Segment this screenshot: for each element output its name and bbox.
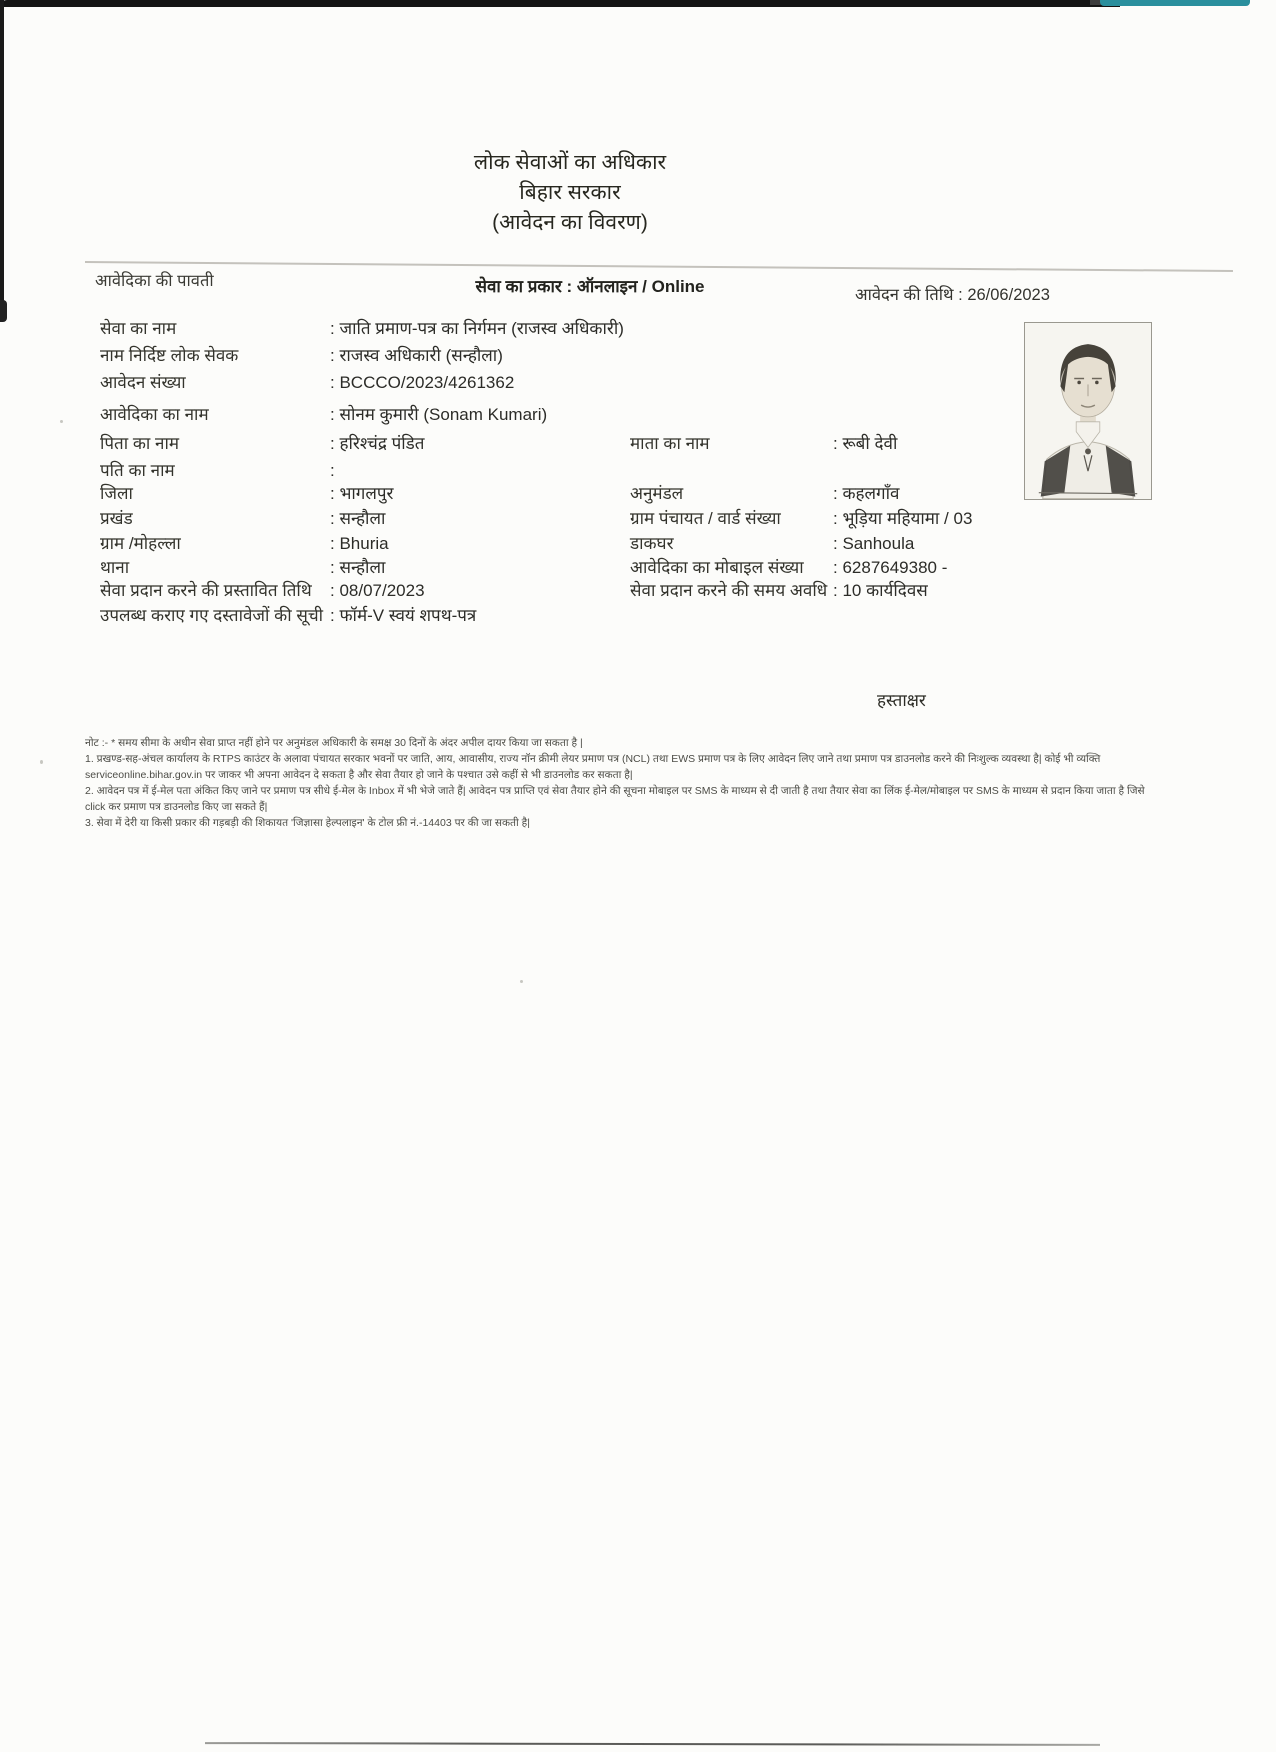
applicant-photo [1024, 322, 1152, 500]
footnotes-block [85, 735, 1197, 831]
header-doc-type: (आवेदन का विवरण) [492, 211, 648, 234]
field-value: : रूबी देवी [833, 433, 897, 455]
field-label: सेवा का नाम [100, 319, 177, 338]
field-label: पिता का नाम [100, 434, 180, 453]
field-value: : सोनम कुमारी (Sonam Kumari) [330, 404, 547, 426]
field-label: आवेदिका का नाम [100, 405, 209, 424]
field-value: : राजस्व अधिकारी (सन्हौला) [330, 345, 503, 367]
header-subtitle: बिहार सरकार [519, 181, 621, 204]
field-label: अनुमंडल [630, 484, 684, 503]
field-label: माता का नाम [630, 434, 710, 453]
applicant-photo-sketch [1025, 323, 1151, 499]
field-value: : 6287649380 - [833, 557, 947, 579]
field-value: : भूड़िया महियामा / 03 [833, 508, 972, 530]
field-label: आवेदन संख्या [100, 373, 186, 392]
field-value: : Bhuria [330, 533, 389, 555]
field-value: : BCCCO/2023/4261362 [330, 372, 514, 394]
field-label: सेवा प्रदान करने की समय अवधि [630, 581, 828, 600]
scan-artifact-left-edge [0, 0, 4, 310]
footnote-line: 3. सेवा में देरी या किसी प्रकार की गड़बड़ी की शिकायत 'जिज्ञासा हेल्पलाइन' के टोल फ्री नं.-14403 पर की जा सकती है| [85, 817, 530, 829]
field-value: : हरिश्चंद्र पंडित [330, 433, 424, 455]
scan-speck [520, 980, 523, 983]
scan-speck [60, 420, 63, 423]
scan-speck [40, 760, 43, 764]
field-value: : Sanhoula [833, 533, 914, 555]
field-value: : कहलगाँव [833, 483, 900, 505]
field-value: : 08/07/2023 [330, 580, 425, 602]
field-label: डाकघर [630, 534, 674, 553]
footnote-line: click कर प्रमाण पत्र डाउनलोड किए जा सकते हैं| [85, 801, 268, 813]
header-divider [85, 261, 1233, 272]
field-value: : सन्हौला [330, 557, 385, 579]
footnote-line: 2. आवेदन पत्र में ई-मेल पता अंकित किए जाने पर प्रमाण पत्र सीधे ई-मेल के Inbox में भी भेजे जाते हैं| आवेदन पत्र प्राप्ति एवं सेवा तैयार होने की सूचना मोबाइल पर SMS के माध्यम से दी जाती है तथा तैयार सेवा का लिंक ई-मेल/मोबाइल पर SMS के माध्यम से प्रदान किया जाता है जिसे [85, 785, 1145, 797]
scan-artifact-bottom-line [205, 1742, 1100, 1746]
field-label: पति का नाम [100, 461, 175, 480]
application-date-label: आवेदन की तिथि : 26/06/2023 [855, 286, 1050, 304]
field-value: : जाति प्रमाण-पत्र का निर्गमन (राजस्व अधिकारी) [330, 318, 624, 340]
field-label: आवेदिका का मोबाइल संख्या [630, 558, 804, 577]
footnote-line: 1. प्रखण्ड-सह-अंचल कार्यालय के RTPS काउंटर के अलावा पंचायत सरकार भवनों पर जाति, आय, आवासीय, राज्य नॉन क्रीमी लेयर प्रमाण पत्र (NCL) तथा EWS प्रमाण पत्र के लिए आवेदन लिए जाने तथा प्रमाण पत्र डाउनलोड करने की निःशुल्क व्यवस्था है| कोई भी व्यक्ति [85, 753, 1101, 765]
footnote-line: serviceonline.bihar.gov.in पर जाकर भी अपना आवेदन दे सकता है और सेवा तैयार हो जाने के पश्चात उसे कहीं से भी डाउनलोड कर सकता है| [85, 769, 633, 781]
field-value [330, 460, 335, 482]
field-value: : सन्हौला [330, 508, 385, 530]
applicant-receipt-label: आवेदिका की पावती [95, 272, 214, 290]
field-label: जिला [100, 484, 133, 503]
field-value: : फॉर्म-V स्वयं शपथ-पत्र [330, 605, 476, 627]
field-value: : 10 कार्यदिवस [833, 580, 928, 602]
footnote-line: नोट :- * समय सीमा के अधीन सेवा प्राप्त नहीं होने पर अनुमंडल अधिकारी के समक्ष 30 दिनों के अंदर अपील दायर किया जा सकता है | [85, 737, 583, 749]
field-value: : भागलपुर [330, 483, 394, 505]
field-label: नाम निर्दिष्ट लोक सेवक [100, 346, 239, 365]
scan-artifact-teal-strip [1100, 0, 1250, 6]
field-label: सेवा प्रदान करने की प्रस्तावित तिथि [100, 581, 312, 600]
scan-artifact-left-nub [0, 300, 7, 322]
field-label: थाना [100, 558, 130, 577]
scan-artifact-top-edge [0, 0, 1120, 7]
field-label: प्रखंड [100, 509, 133, 528]
document-header [320, 148, 820, 238]
field-label: ग्राम /मोहल्ला [100, 534, 181, 553]
service-type-label: सेवा का प्रकार : ऑनलाइन / Online [475, 277, 705, 296]
field-label: उपलब्ध कराए गए दस्तावेजों की सूची [100, 606, 324, 625]
field-label: ग्राम पंचायत / वार्ड संख्या [630, 509, 781, 528]
signature-label: हस्ताक्षर [877, 691, 926, 710]
header-title: लोक सेवाओं का अधिकार [473, 151, 667, 174]
